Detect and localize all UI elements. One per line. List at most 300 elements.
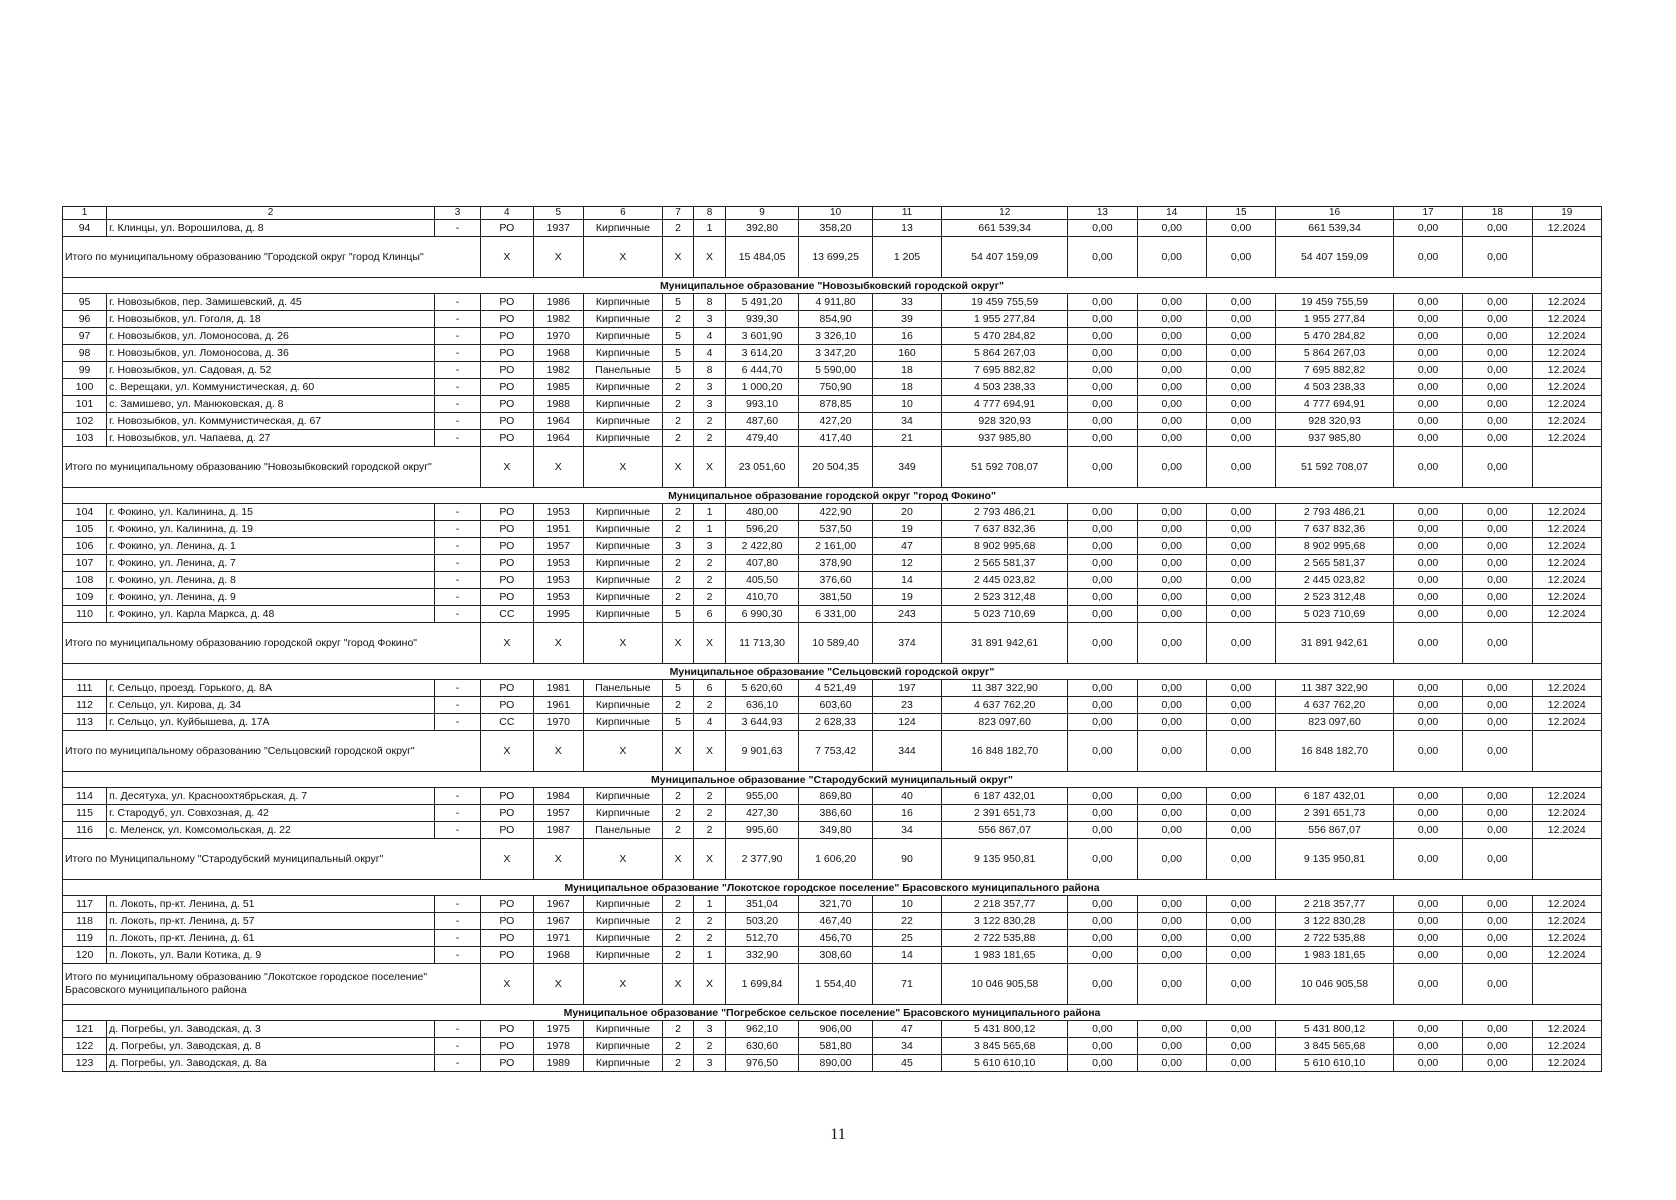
table-cell: 2 xyxy=(662,930,694,947)
table-cell: 2 523 312,48 xyxy=(942,589,1068,606)
table-cell: 308,60 xyxy=(799,947,873,964)
table-cell: 0,00 xyxy=(1068,697,1137,714)
subtotal-cell: X xyxy=(481,237,534,278)
table-cell: - xyxy=(434,504,480,521)
table-cell: 928 320,93 xyxy=(1276,413,1394,430)
table-cell: 0,00 xyxy=(1068,788,1137,805)
column-number-cell: 7 xyxy=(662,207,694,220)
table-cell: 40 xyxy=(872,788,941,805)
table-cell: 2 xyxy=(662,396,694,413)
table-cell: 995,60 xyxy=(725,822,799,839)
column-number-cell: 13 xyxy=(1068,207,1137,220)
column-number-cell: 9 xyxy=(725,207,799,220)
table-cell: - xyxy=(434,896,480,913)
table-cell: 928 320,93 xyxy=(942,413,1068,430)
table-cell: 3 614,20 xyxy=(725,345,799,362)
table-cell: - xyxy=(434,680,480,697)
table-cell: 12.2024 xyxy=(1532,430,1601,447)
subtotal-cell: 54 407 159,09 xyxy=(942,237,1068,278)
table-cell: 0,00 xyxy=(1068,913,1137,930)
table-cell: 0,00 xyxy=(1463,538,1532,555)
table-cell: 1 983 181,65 xyxy=(942,947,1068,964)
table-cell: д. Погребы, ул. Заводская, д. 3 xyxy=(107,1021,435,1038)
table-cell: 12.2024 xyxy=(1532,345,1601,362)
subtotal-cell: 1 554,40 xyxy=(799,964,873,1005)
table-cell: 0,00 xyxy=(1463,413,1532,430)
table-cell: 3 845 565,68 xyxy=(1276,1038,1394,1055)
table-cell: 0,00 xyxy=(1206,311,1275,328)
table-cell: 117 xyxy=(63,896,107,913)
table-cell: 109 xyxy=(63,589,107,606)
table-cell: п. Локоть, пр-кт. Ленина, д. 61 xyxy=(107,930,435,947)
table-cell: 5 864 267,03 xyxy=(1276,345,1394,362)
table-cell: 0,00 xyxy=(1206,220,1275,237)
table-cell: 962,10 xyxy=(725,1021,799,1038)
table-cell: 0,00 xyxy=(1137,1038,1206,1055)
table-cell: 0,00 xyxy=(1393,589,1462,606)
subtotal-cell: 1 606,20 xyxy=(799,839,873,880)
column-number-row xyxy=(63,207,1602,220)
table-cell: 12.2024 xyxy=(1532,521,1601,538)
table-cell: 1 xyxy=(694,896,726,913)
table-cell: 321,70 xyxy=(799,896,873,913)
table-cell: 2 xyxy=(694,822,726,839)
table-cell: 0,00 xyxy=(1068,1021,1137,1038)
table-cell: Кирпичные xyxy=(584,697,663,714)
subtotal-cell: X xyxy=(694,447,726,488)
table-cell: - xyxy=(434,930,480,947)
table-cell: 1937 xyxy=(533,220,583,237)
subtotal-cell: 0,00 xyxy=(1206,623,1275,664)
table-cell: - xyxy=(434,589,480,606)
subtotal-cell: 0,00 xyxy=(1206,237,1275,278)
table-cell: 0,00 xyxy=(1463,328,1532,345)
table-row xyxy=(63,822,1602,839)
table-cell: 10 xyxy=(872,396,941,413)
table-row xyxy=(63,589,1602,606)
table-cell: 4 521,49 xyxy=(799,680,873,697)
table-cell: 16 xyxy=(872,805,941,822)
subtotal-cell: 1 699,84 xyxy=(725,964,799,1005)
table-cell: 2 xyxy=(662,805,694,822)
table-cell: Кирпичные xyxy=(584,413,663,430)
table-cell: 119 xyxy=(63,930,107,947)
subtotal-cell: 0,00 xyxy=(1393,237,1462,278)
table-cell: 456,70 xyxy=(799,930,873,947)
table-cell: 0,00 xyxy=(1393,680,1462,697)
table-cell: г. Фокино, ул. Карла Маркса, д. 48 xyxy=(107,606,435,623)
table-cell: 427,30 xyxy=(725,805,799,822)
table-cell: 417,40 xyxy=(799,430,873,447)
table-cell: 0,00 xyxy=(1393,362,1462,379)
table-cell: 2 xyxy=(662,413,694,430)
table-cell: 113 xyxy=(63,714,107,731)
table-cell: 2 523 312,48 xyxy=(1276,589,1394,606)
table-cell: 12.2024 xyxy=(1532,362,1601,379)
table-cell: 823 097,60 xyxy=(942,714,1068,731)
table-cell: 2 xyxy=(662,521,694,538)
table-cell: 0,00 xyxy=(1393,396,1462,413)
table-cell: 1981 xyxy=(533,680,583,697)
table-cell: 906,00 xyxy=(799,1021,873,1038)
section-title: Муниципальное образование "Погребское сельское поселение" Брасовского муниципального района xyxy=(63,1005,1602,1021)
subtotal-cell: 0,00 xyxy=(1068,237,1137,278)
table-cell: 0,00 xyxy=(1463,589,1532,606)
table-cell: Кирпичные xyxy=(584,379,663,396)
table-cell: 0,00 xyxy=(1393,538,1462,555)
table-cell: 381,50 xyxy=(799,589,873,606)
table-cell: 661 539,34 xyxy=(942,220,1068,237)
subtotal-label: Итого по Муниципальному "Стародубский муниципальный округ" xyxy=(63,839,481,880)
table-cell: 5 xyxy=(662,328,694,345)
subtotal-cell: X xyxy=(662,839,694,880)
subtotal-cell: X xyxy=(662,731,694,772)
table-cell: 2 xyxy=(662,896,694,913)
table-cell: 2 xyxy=(694,913,726,930)
table-cell: 0,00 xyxy=(1206,805,1275,822)
table-cell: 2 xyxy=(662,913,694,930)
table-cell: 101 xyxy=(63,396,107,413)
table-cell: 0,00 xyxy=(1393,822,1462,839)
table-cell: 4 637 762,20 xyxy=(1276,697,1394,714)
table-cell: Панельные xyxy=(584,822,663,839)
table-cell: 5 620,60 xyxy=(725,680,799,697)
subtotal-cell: 0,00 xyxy=(1137,447,1206,488)
table-cell: 2 565 581,37 xyxy=(1276,555,1394,572)
table-cell: 94 xyxy=(63,220,107,237)
table-cell: 19 xyxy=(872,521,941,538)
table-cell: 12.2024 xyxy=(1532,788,1601,805)
table-cell: 121 xyxy=(63,1021,107,1038)
table-cell: 503,20 xyxy=(725,913,799,930)
table-cell: Кирпичные xyxy=(584,396,663,413)
table-cell: 18 xyxy=(872,362,941,379)
table-cell: - xyxy=(434,606,480,623)
table-cell: 937 985,80 xyxy=(942,430,1068,447)
table-row xyxy=(63,913,1602,930)
table-cell: Панельные xyxy=(584,680,663,697)
table-body xyxy=(63,207,1602,1072)
table-cell: 1951 xyxy=(533,521,583,538)
table-cell: г. Фокино, ул. Калинина, д. 15 xyxy=(107,504,435,521)
subtotal-cell: 16 848 182,70 xyxy=(942,731,1068,772)
table-cell: 1957 xyxy=(533,805,583,822)
table-cell: 4 503 238,33 xyxy=(942,379,1068,396)
section-header-row xyxy=(63,278,1602,294)
table-cell: 5 xyxy=(662,714,694,731)
table-row xyxy=(63,311,1602,328)
table-cell: г. Сельцо, проезд. Горького, д. 8А xyxy=(107,680,435,697)
table-cell: 12.2024 xyxy=(1532,220,1601,237)
subtotal-cell: 10 046 905,58 xyxy=(1276,964,1394,1005)
column-number-cell: 6 xyxy=(584,207,663,220)
table-cell: 0,00 xyxy=(1068,714,1137,731)
table-cell: - xyxy=(434,947,480,964)
table-cell: 0,00 xyxy=(1393,913,1462,930)
table-cell: 410,70 xyxy=(725,589,799,606)
table-cell: 0,00 xyxy=(1206,930,1275,947)
table-cell: 13 xyxy=(872,220,941,237)
table-cell: 0,00 xyxy=(1137,538,1206,555)
subtotal-row xyxy=(63,623,1602,664)
table-cell: г. Новозыбков, ул. Ломоносова, д. 26 xyxy=(107,328,435,345)
subtotal-cell: 0,00 xyxy=(1137,237,1206,278)
table-cell: 105 xyxy=(63,521,107,538)
table-cell: 0,00 xyxy=(1137,311,1206,328)
table-cell: 2 565 581,37 xyxy=(942,555,1068,572)
table-cell: РО xyxy=(481,362,534,379)
subtotal-cell: X xyxy=(662,447,694,488)
table-cell: 115 xyxy=(63,805,107,822)
table-cell: 0,00 xyxy=(1393,930,1462,947)
table-cell: 12.2024 xyxy=(1532,555,1601,572)
column-number-cell: 3 xyxy=(434,207,480,220)
table-cell: 392,80 xyxy=(725,220,799,237)
table-cell: 1982 xyxy=(533,362,583,379)
table-cell: Кирпичные xyxy=(584,589,663,606)
subtotal-cell: 90 xyxy=(872,839,941,880)
table-cell: 0,00 xyxy=(1393,805,1462,822)
subtotal-cell: X xyxy=(533,447,583,488)
table-cell: 6 444,70 xyxy=(725,362,799,379)
table-cell: 5 431 800,12 xyxy=(942,1021,1068,1038)
table-cell: 0,00 xyxy=(1393,413,1462,430)
table-cell: 0,00 xyxy=(1068,896,1137,913)
table-cell: Кирпичные xyxy=(584,1038,663,1055)
table-cell: г. Фокино, ул. Ленина, д. 8 xyxy=(107,572,435,589)
table-cell: 0,00 xyxy=(1463,379,1532,396)
table-cell: - xyxy=(434,311,480,328)
subtotal-cell: 54 407 159,09 xyxy=(1276,237,1394,278)
table-cell: 1953 xyxy=(533,555,583,572)
table-cell: 1987 xyxy=(533,822,583,839)
table-cell: 0,00 xyxy=(1206,504,1275,521)
table-cell: 0,00 xyxy=(1393,294,1462,311)
table-cell: - xyxy=(434,913,480,930)
subtotal-cell: X xyxy=(694,237,726,278)
table-cell: РО xyxy=(481,572,534,589)
table-cell: 0,00 xyxy=(1137,430,1206,447)
table-cell: 0,00 xyxy=(1068,538,1137,555)
table-cell: РО xyxy=(481,538,534,555)
table-row xyxy=(63,521,1602,538)
table-row xyxy=(63,896,1602,913)
subtotal-cell: 9 135 950,81 xyxy=(1276,839,1394,880)
subtotal-row xyxy=(63,964,1602,1005)
table-cell: Кирпичные xyxy=(584,788,663,805)
table-cell: РО xyxy=(481,589,534,606)
table-cell: РО xyxy=(481,1055,534,1072)
subtotal-cell: 0,00 xyxy=(1137,839,1206,880)
table-cell: 0,00 xyxy=(1463,822,1532,839)
table-cell: Кирпичные xyxy=(584,1055,663,1072)
table-row xyxy=(63,1021,1602,1038)
subtotal-cell: 10 046 905,58 xyxy=(942,964,1068,1005)
table-cell: 0,00 xyxy=(1393,572,1462,589)
subtotal-cell: X xyxy=(533,237,583,278)
table-cell: 12.2024 xyxy=(1532,714,1601,731)
table-cell: 0,00 xyxy=(1463,913,1532,930)
table-cell: 122 xyxy=(63,1038,107,1055)
table-cell: 2 xyxy=(694,589,726,606)
subtotal-row xyxy=(63,237,1602,278)
table-cell: 6 187 432,01 xyxy=(1276,788,1394,805)
table-cell: 12.2024 xyxy=(1532,697,1601,714)
table-cell: 47 xyxy=(872,1021,941,1038)
table-cell: - xyxy=(434,345,480,362)
table-cell: 0,00 xyxy=(1068,805,1137,822)
table-cell: РО xyxy=(481,913,534,930)
table-cell: РО xyxy=(481,328,534,345)
table-cell: 160 xyxy=(872,345,941,362)
table-cell: 8 xyxy=(694,294,726,311)
table-cell: 1967 xyxy=(533,896,583,913)
table-cell: 95 xyxy=(63,294,107,311)
table-cell: 0,00 xyxy=(1206,413,1275,430)
table-cell: 0,00 xyxy=(1206,697,1275,714)
table-cell: 0,00 xyxy=(1068,328,1137,345)
table-cell: 1968 xyxy=(533,947,583,964)
table-cell: 351,04 xyxy=(725,896,799,913)
column-number-cell: 12 xyxy=(942,207,1068,220)
subtotal-cell: 0,00 xyxy=(1137,964,1206,1005)
table-cell: 0,00 xyxy=(1393,345,1462,362)
section-header-row xyxy=(63,1005,1602,1021)
table-cell: 890,00 xyxy=(799,1055,873,1072)
table-cell: 2 xyxy=(662,947,694,964)
table-cell: 5 xyxy=(662,345,694,362)
subtotal-row xyxy=(63,839,1602,880)
table-cell: Кирпичные xyxy=(584,328,663,345)
subtotal-cell: X xyxy=(533,839,583,880)
table-cell: 4 777 694,91 xyxy=(1276,396,1394,413)
table-cell: 10 xyxy=(872,896,941,913)
table-cell: 2 xyxy=(662,697,694,714)
table-cell: - xyxy=(434,1038,480,1055)
subtotal-label: Итого по муниципальному образованию "Сельцовский городской округ" xyxy=(63,731,481,772)
table-cell: 0,00 xyxy=(1463,430,1532,447)
table-cell: 3 xyxy=(662,538,694,555)
table-cell: 2 xyxy=(694,1038,726,1055)
table-cell: 0,00 xyxy=(1206,714,1275,731)
table-cell: 0,00 xyxy=(1137,788,1206,805)
table-cell: 0,00 xyxy=(1393,947,1462,964)
table-cell: 1 983 181,65 xyxy=(1276,947,1394,964)
table-cell: 0,00 xyxy=(1206,328,1275,345)
table-cell: 0,00 xyxy=(1068,606,1137,623)
table-cell: Кирпичные xyxy=(584,947,663,964)
table-cell: 14 xyxy=(872,572,941,589)
table-cell: 7 637 832,36 xyxy=(1276,521,1394,538)
table-cell: 5 xyxy=(662,606,694,623)
table-cell: 114 xyxy=(63,788,107,805)
table-row xyxy=(63,930,1602,947)
table-cell: РО xyxy=(481,930,534,947)
table-cell: - xyxy=(434,413,480,430)
column-number-cell: 8 xyxy=(694,207,726,220)
table-cell: 2 218 357,77 xyxy=(1276,896,1394,913)
table-cell: РО xyxy=(481,896,534,913)
table-cell: 106 xyxy=(63,538,107,555)
table-cell: - xyxy=(434,805,480,822)
table-cell: 5 864 267,03 xyxy=(942,345,1068,362)
page-number: 11 xyxy=(830,1126,846,1143)
subtotal-cell: X xyxy=(662,237,694,278)
table-cell: г. Фокино, ул. Ленина, д. 1 xyxy=(107,538,435,555)
table-cell: 1 xyxy=(694,521,726,538)
table-cell: 0,00 xyxy=(1393,714,1462,731)
table-cell: 243 xyxy=(872,606,941,623)
subtotal-cell: 0,00 xyxy=(1206,839,1275,880)
table-cell: - xyxy=(434,294,480,311)
table-cell: РО xyxy=(481,1021,534,1038)
table-cell: 2 628,33 xyxy=(799,714,873,731)
table-cell: 111 xyxy=(63,680,107,697)
table-cell: 11 387 322,90 xyxy=(942,680,1068,697)
table-cell: РО xyxy=(481,379,534,396)
table-cell: 0,00 xyxy=(1463,311,1532,328)
table-cell: 25 xyxy=(872,930,941,947)
table-cell: 0,00 xyxy=(1393,504,1462,521)
subtotal-cell: 0,00 xyxy=(1393,731,1462,772)
table-cell: 0,00 xyxy=(1068,413,1137,430)
table-cell: 0,00 xyxy=(1393,1021,1462,1038)
subtotal-cell: 1 205 xyxy=(872,237,941,278)
table-cell: 98 xyxy=(63,345,107,362)
table-cell: 487,60 xyxy=(725,413,799,430)
table-cell: 1 xyxy=(694,947,726,964)
subtotal-cell: X xyxy=(481,839,534,880)
table-cell: 0,00 xyxy=(1393,697,1462,714)
table-cell: 7 637 832,36 xyxy=(942,521,1068,538)
table-cell: 0,00 xyxy=(1463,220,1532,237)
table-cell: 3 xyxy=(694,1021,726,1038)
table-cell: 1986 xyxy=(533,294,583,311)
table-cell: 1957 xyxy=(533,538,583,555)
table-cell: 2 722 535,88 xyxy=(942,930,1068,947)
table-cell: 427,20 xyxy=(799,413,873,430)
table-cell: 0,00 xyxy=(1068,294,1137,311)
table-cell: - xyxy=(434,538,480,555)
table-cell: Кирпичные xyxy=(584,1021,663,1038)
section-title: Муниципальное образование городской округ "город Фокино" xyxy=(63,488,1602,504)
table-cell: 596,20 xyxy=(725,521,799,538)
table-cell: 8 902 995,68 xyxy=(1276,538,1394,555)
table-cell: 0,00 xyxy=(1137,521,1206,538)
table-cell: 12.2024 xyxy=(1532,379,1601,396)
table-cell: 12.2024 xyxy=(1532,589,1601,606)
table-cell: 0,00 xyxy=(1137,362,1206,379)
table-row xyxy=(63,504,1602,521)
table-cell: 12.2024 xyxy=(1532,680,1601,697)
table-cell: 0,00 xyxy=(1206,521,1275,538)
table-row xyxy=(63,396,1602,413)
table-cell: 0,00 xyxy=(1068,1055,1137,1072)
table-cell: 0,00 xyxy=(1068,220,1137,237)
table-cell: 0,00 xyxy=(1068,947,1137,964)
table-cell: 96 xyxy=(63,311,107,328)
table-cell: 0,00 xyxy=(1068,311,1137,328)
subtotal-cell: 0,00 xyxy=(1463,623,1532,664)
column-number-cell: 17 xyxy=(1393,207,1462,220)
table-cell: 0,00 xyxy=(1068,1038,1137,1055)
table-cell: 0,00 xyxy=(1068,680,1137,697)
subtotal-cell: 374 xyxy=(872,623,941,664)
table-cell: 0,00 xyxy=(1206,680,1275,697)
table-cell: г. Новозыбков, ул. Коммунистическая, д. 67 xyxy=(107,413,435,430)
subtotal-cell: 23 051,60 xyxy=(725,447,799,488)
table-cell: - xyxy=(434,714,480,731)
